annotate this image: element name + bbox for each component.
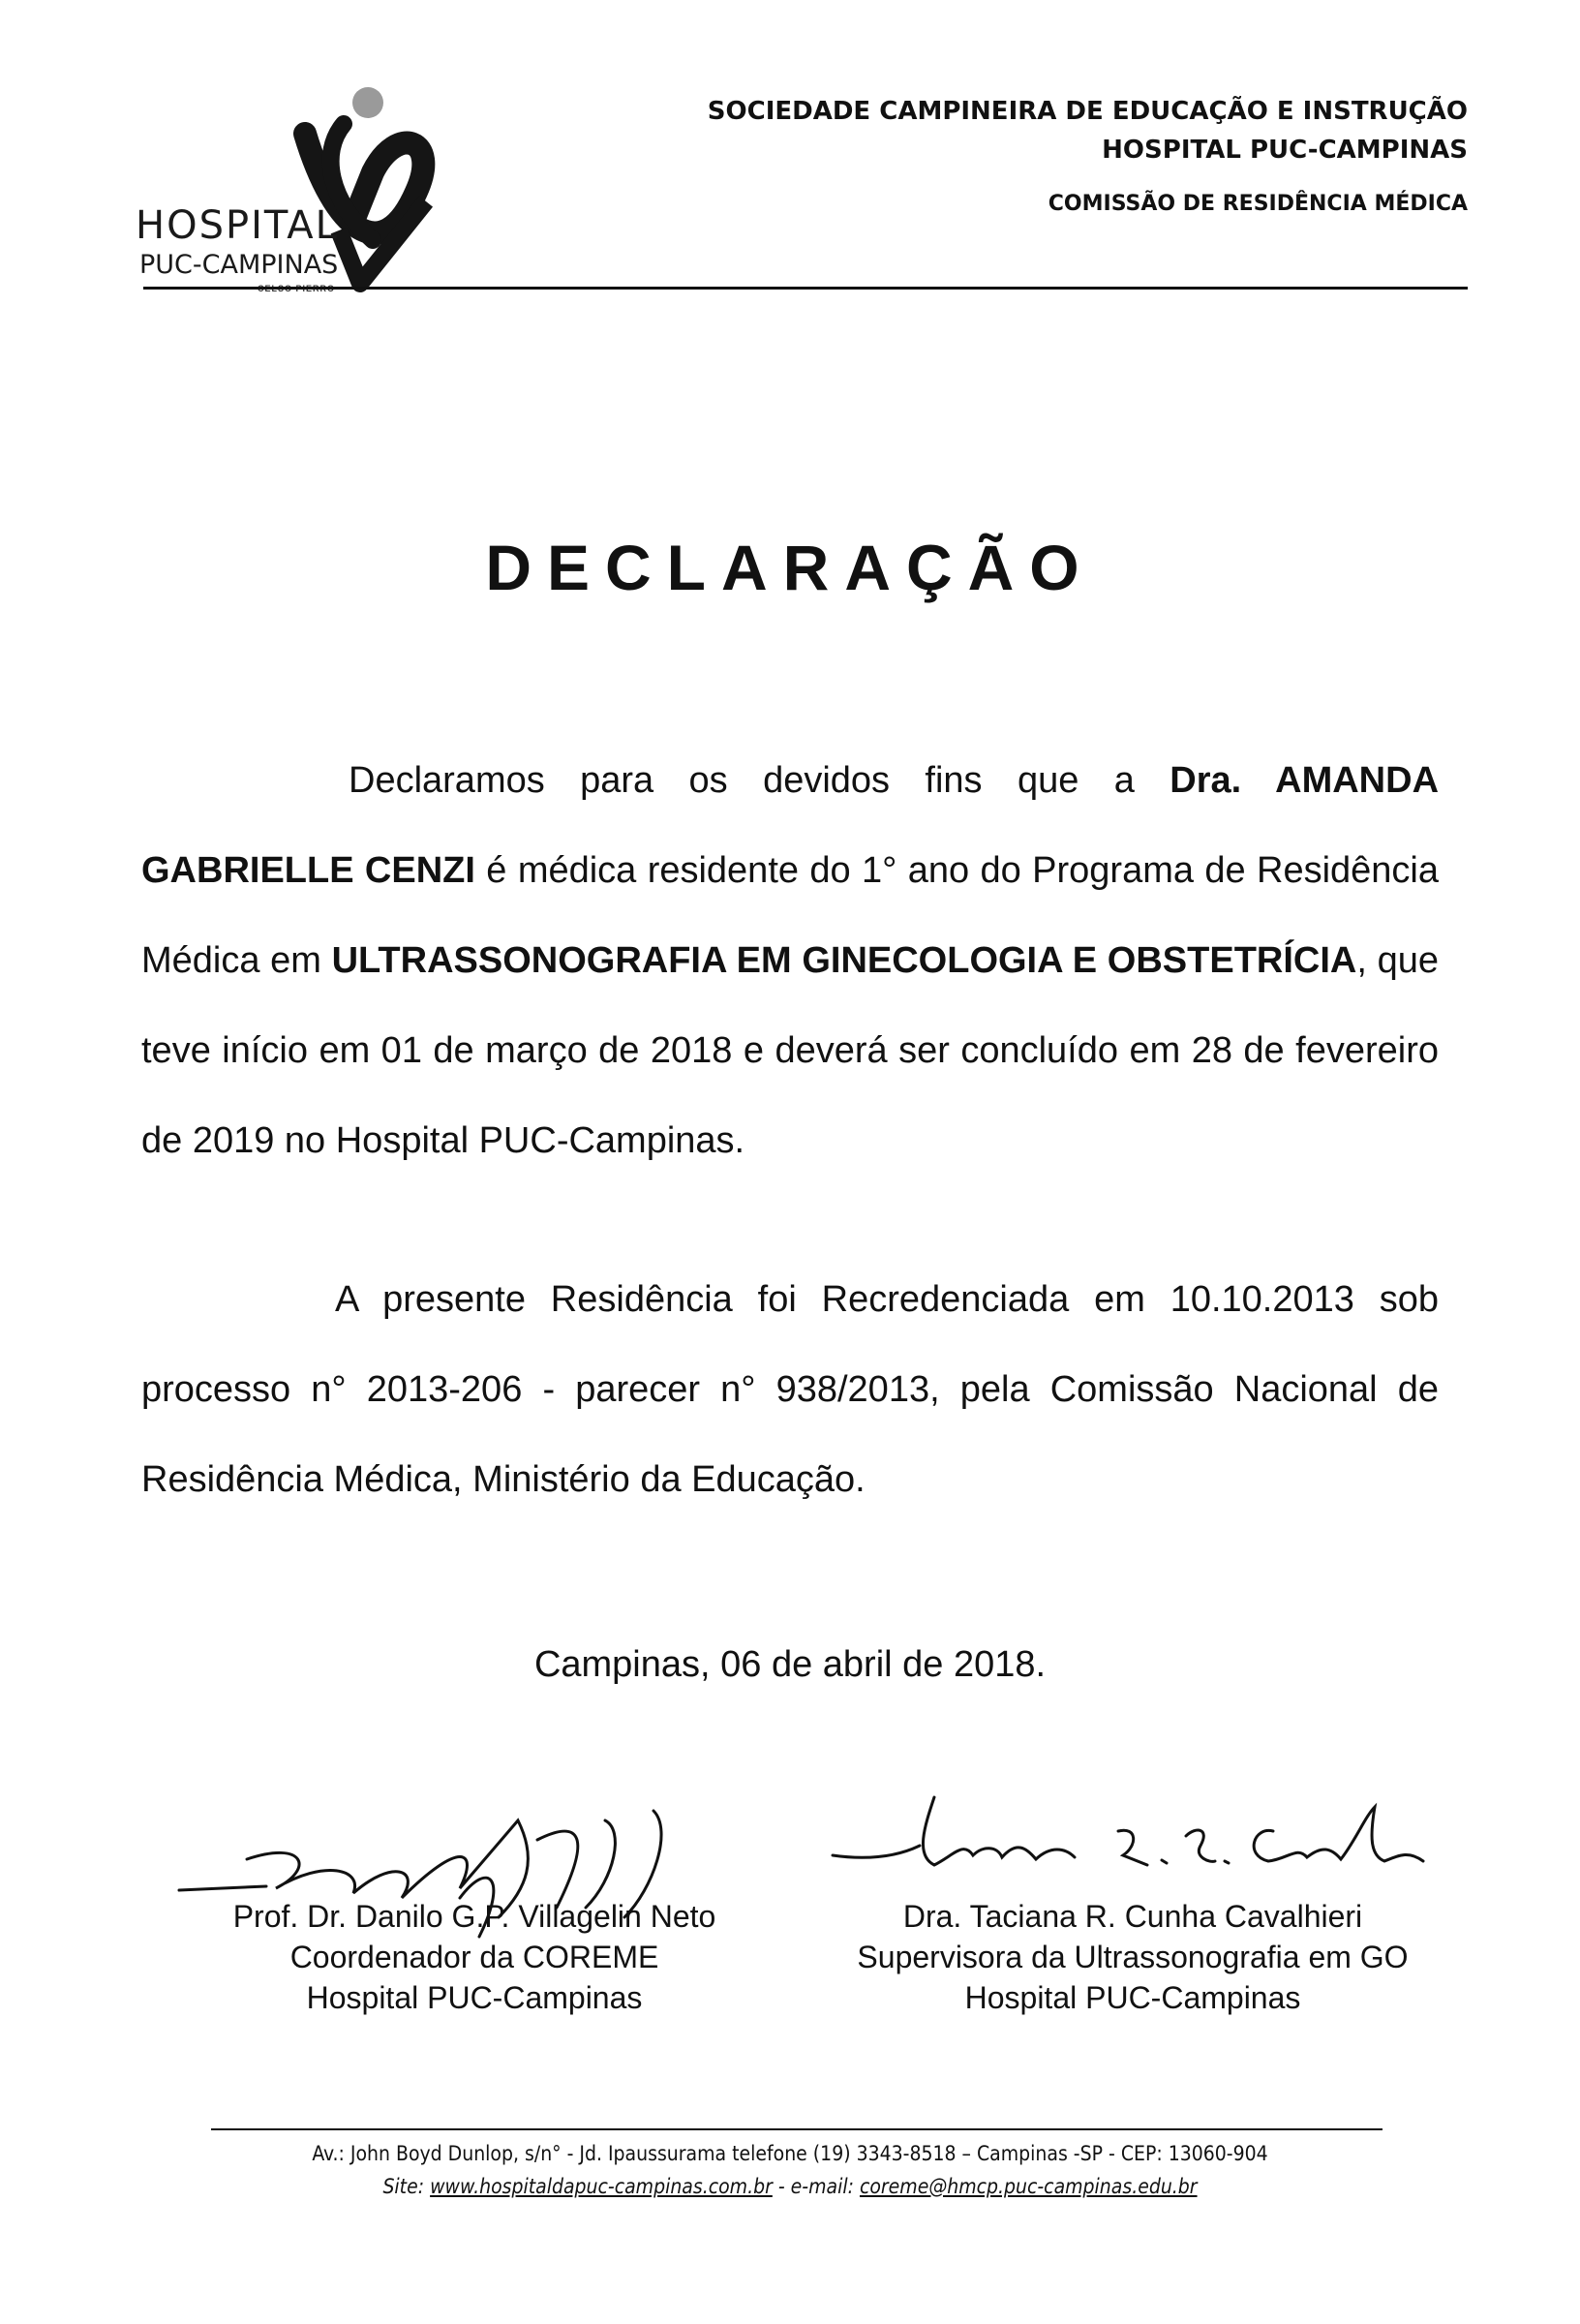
accreditation-text: A presente Residência foi Recredenciada em 10.10.2013 sob processo n° 2013-206 - parecer n° 938/2013, pela Comissão Nacional de Residência Médica, Ministério da Educação. xyxy=(141,1279,1439,1500)
signatory-right-role: Supervisora da Ultrassonografia em GO xyxy=(857,1940,1409,1974)
accreditation-paragraph xyxy=(141,1255,1439,1525)
paragraph-text-b: é médica residente do 1° ano do Programa de Residência Médica em xyxy=(141,850,1439,981)
document-title: DECLARAÇÃO xyxy=(485,532,1095,603)
footer-email-label: - e-mail: xyxy=(772,2175,860,2198)
paragraph-text-a: Declaramos para os devidos fins que a xyxy=(349,760,1170,801)
resident-name: Dra. AMANDA GABRIELLE CENZI xyxy=(141,760,1440,891)
signature-right-icon xyxy=(828,1788,1447,1894)
signatory-left-role: Coordenador da COREME xyxy=(289,1940,659,1974)
signature-right-block xyxy=(823,1896,1443,2018)
header-divider xyxy=(143,287,1468,290)
logo-wordmark: HOSPITAL xyxy=(136,203,339,248)
signature-left-block xyxy=(165,1896,784,2018)
signatory-right-name: Dra. Taciana R. Cunha Cavalhieri xyxy=(902,1899,1363,1934)
footer-divider xyxy=(211,2128,1382,2130)
signatory-left-org: Hospital PUC-Campinas xyxy=(306,1980,643,2015)
header-hospital: HOSPITAL PUC-CAMPINAS xyxy=(1102,136,1468,165)
declaration-paragraph xyxy=(141,736,1439,1186)
paragraph-text-c: , que teve início em 01 de março de 2018 e deverá ser concluído em 28 de fevereiro de 2019 no Hospital PUC-Campinas. xyxy=(141,940,1439,1161)
program-name: ULTRASSONOGRAFIA EM GINECOLOGIA E OBSTETRÍCIA xyxy=(331,940,1357,981)
signatory-right-org: Hospital PUC-Campinas xyxy=(964,1980,1301,2015)
footer-site-link[interactable]: www.hospitaldapuc-campinas.com.br xyxy=(430,2175,773,2198)
document-date: Campinas, 06 de abril de 2018. xyxy=(533,1644,1047,1685)
footer-email-link[interactable]: coreme@hmcp.puc-campinas.edu.br xyxy=(859,2175,1198,2198)
header-organization: SOCIEDADE CAMPINEIRA DE EDUCAÇÃO E INSTRUÇÃO xyxy=(707,97,1468,126)
hospital-logo xyxy=(136,85,465,308)
signatory-left-name: Prof. Dr. Danilo G.P. Villagelin Neto xyxy=(232,1899,716,1934)
logo-subtitle: PUC-CAMPINAS xyxy=(139,250,339,280)
header-commission: COMISSÃO DE RESIDÊNCIA MÉDICA xyxy=(1048,192,1468,216)
footer-address: Av.: John Boyd Dunlop, s/n° - Jd. Ipaussurama telefone (19) 3343-8518 – Campinas -SP - CEP: 13060-904 xyxy=(312,2142,1268,2165)
footer-site-label: Site: xyxy=(382,2175,431,2198)
footer-contact xyxy=(0,2175,1580,2198)
